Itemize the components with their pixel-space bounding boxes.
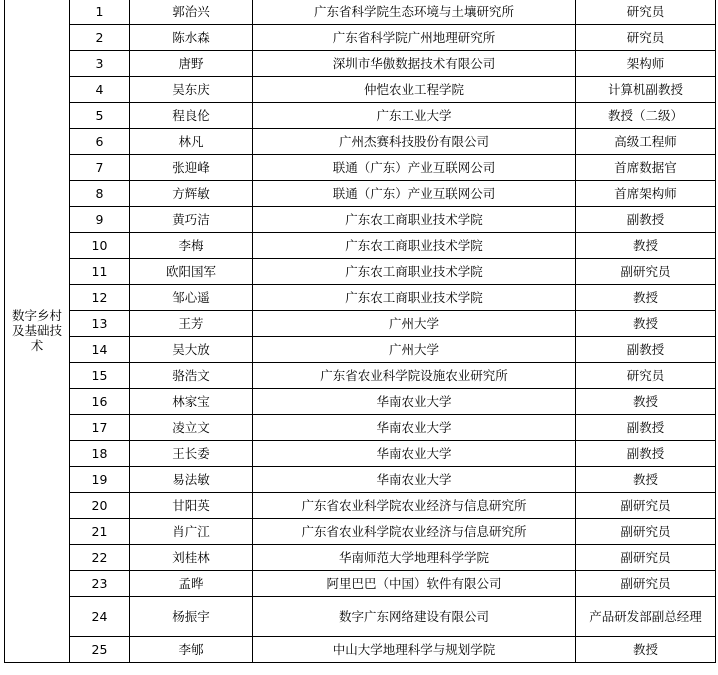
title-cell: 教授 [576,637,716,663]
organization-cell: 广州大学 [253,311,576,337]
category-cell: 数字乡村及基础技术 [5,0,70,663]
row-number-cell: 15 [70,363,130,389]
roster-body [5,0,716,663]
title-cell: 产品研发部副总经理 [576,597,716,637]
table-row [5,51,716,77]
name-cell: 李郇 [130,637,253,663]
title-cell: 研究员 [576,25,716,51]
table-row [5,155,716,181]
row-number-cell: 7 [70,155,130,181]
title-cell: 教授 [576,285,716,311]
name-cell: 欧阳国军 [130,259,253,285]
title-cell: 首席数据官 [576,155,716,181]
title-cell: 副研究员 [576,545,716,571]
name-cell: 邹心遥 [130,285,253,311]
organization-cell: 阿里巴巴（中国）软件有限公司 [253,571,576,597]
row-number-cell: 12 [70,285,130,311]
row-number-cell: 23 [70,571,130,597]
row-number-cell: 22 [70,545,130,571]
row-number-cell: 9 [70,207,130,233]
title-cell: 副研究员 [576,493,716,519]
row-number-cell: 19 [70,467,130,493]
organization-cell: 仲恺农业工程学院 [253,77,576,103]
organization-cell: 广东省科学院生态环境与土壤研究所 [253,0,576,25]
title-cell: 研究员 [576,0,716,25]
title-cell: 副研究员 [576,571,716,597]
table-row [5,285,716,311]
row-number-cell: 11 [70,259,130,285]
row-number-cell: 4 [70,77,130,103]
table-row [5,311,716,337]
title-cell: 高级工程师 [576,129,716,155]
table-row [5,0,716,25]
row-number-cell: 8 [70,181,130,207]
organization-cell: 中山大学地理科学与规划学院 [253,637,576,663]
row-number-cell: 14 [70,337,130,363]
name-cell: 林凡 [130,129,253,155]
row-number-cell: 6 [70,129,130,155]
table-row [5,25,716,51]
table-row [5,467,716,493]
row-number-cell: 10 [70,233,130,259]
title-cell: 教授 [576,233,716,259]
row-number-cell: 13 [70,311,130,337]
name-cell: 凌立文 [130,415,253,441]
table-row [5,337,716,363]
row-number-cell: 2 [70,25,130,51]
row-number-cell: 5 [70,103,130,129]
title-cell: 计算机副教授 [576,77,716,103]
name-cell: 易法敏 [130,467,253,493]
organization-cell: 华南农业大学 [253,467,576,493]
organization-cell: 广州大学 [253,337,576,363]
name-cell: 方辉敏 [130,181,253,207]
name-cell: 刘桂林 [130,545,253,571]
organization-cell: 广东农工商职业技术学院 [253,285,576,311]
organization-cell: 广州杰赛科技股份有限公司 [253,129,576,155]
name-cell: 唐野 [130,51,253,77]
table-row [5,637,716,663]
name-cell: 陈水森 [130,25,253,51]
name-cell: 程良伦 [130,103,253,129]
name-cell: 杨振宇 [130,597,253,637]
row-number-cell: 25 [70,637,130,663]
title-cell: 首席架构师 [576,181,716,207]
organization-cell: 数字广东网络建设有限公司 [253,597,576,637]
name-cell: 孟晔 [130,571,253,597]
table-row [5,103,716,129]
title-cell: 研究员 [576,363,716,389]
row-number-cell: 24 [70,597,130,637]
organization-cell: 广东农工商职业技术学院 [253,233,576,259]
expert-roster-table [4,0,716,663]
title-cell: 副教授 [576,337,716,363]
name-cell: 甘阳英 [130,493,253,519]
name-cell: 张迎峰 [130,155,253,181]
row-number-cell: 16 [70,389,130,415]
name-cell: 王长委 [130,441,253,467]
organization-cell: 广东省农业科学院农业经济与信息研究所 [253,519,576,545]
table-row [5,363,716,389]
organization-cell: 广东农工商职业技术学院 [253,259,576,285]
table-row [5,545,716,571]
organization-cell: 广东省农业科学院设施农业研究所 [253,363,576,389]
title-cell: 副教授 [576,207,716,233]
organization-cell: 华南农业大学 [253,389,576,415]
table-row [5,389,716,415]
row-number-cell: 17 [70,415,130,441]
organization-cell: 广东省科学院广州地理研究所 [253,25,576,51]
table-row [5,233,716,259]
row-number-cell: 3 [70,51,130,77]
name-cell: 肖广江 [130,519,253,545]
title-cell: 教授 [576,467,716,493]
title-cell: 教授 [576,389,716,415]
table-row [5,571,716,597]
name-cell: 李梅 [130,233,253,259]
table-row [5,415,716,441]
table-row [5,519,716,545]
organization-cell: 广东农工商职业技术学院 [253,207,576,233]
name-cell: 黄巧洁 [130,207,253,233]
table-row [5,181,716,207]
title-cell: 副研究员 [576,259,716,285]
table-row [5,441,716,467]
table-row [5,129,716,155]
row-number-cell: 21 [70,519,130,545]
row-number-cell: 20 [70,493,130,519]
organization-cell: 广东工业大学 [253,103,576,129]
table-row [5,207,716,233]
organization-cell: 联通（广东）产业互联网公司 [253,155,576,181]
organization-cell: 联通（广东）产业互联网公司 [253,181,576,207]
name-cell: 林家宝 [130,389,253,415]
table-row [5,493,716,519]
row-number-cell: 18 [70,441,130,467]
table-row [5,597,716,637]
title-cell: 教授（二级） [576,103,716,129]
name-cell: 吴大放 [130,337,253,363]
name-cell: 王芳 [130,311,253,337]
organization-cell: 深圳市华傲数据技术有限公司 [253,51,576,77]
title-cell: 架构师 [576,51,716,77]
row-number-cell: 1 [70,0,130,25]
title-cell: 副教授 [576,441,716,467]
title-cell: 副教授 [576,415,716,441]
table-row [5,259,716,285]
name-cell: 骆浩文 [130,363,253,389]
title-cell: 副研究员 [576,519,716,545]
title-cell: 教授 [576,311,716,337]
organization-cell: 华南师范大学地理科学学院 [253,545,576,571]
name-cell: 郭治兴 [130,0,253,25]
name-cell: 吴东庆 [130,77,253,103]
organization-cell: 华南农业大学 [253,441,576,467]
organization-cell: 华南农业大学 [253,415,576,441]
organization-cell: 广东省农业科学院农业经济与信息研究所 [253,493,576,519]
table-row [5,77,716,103]
